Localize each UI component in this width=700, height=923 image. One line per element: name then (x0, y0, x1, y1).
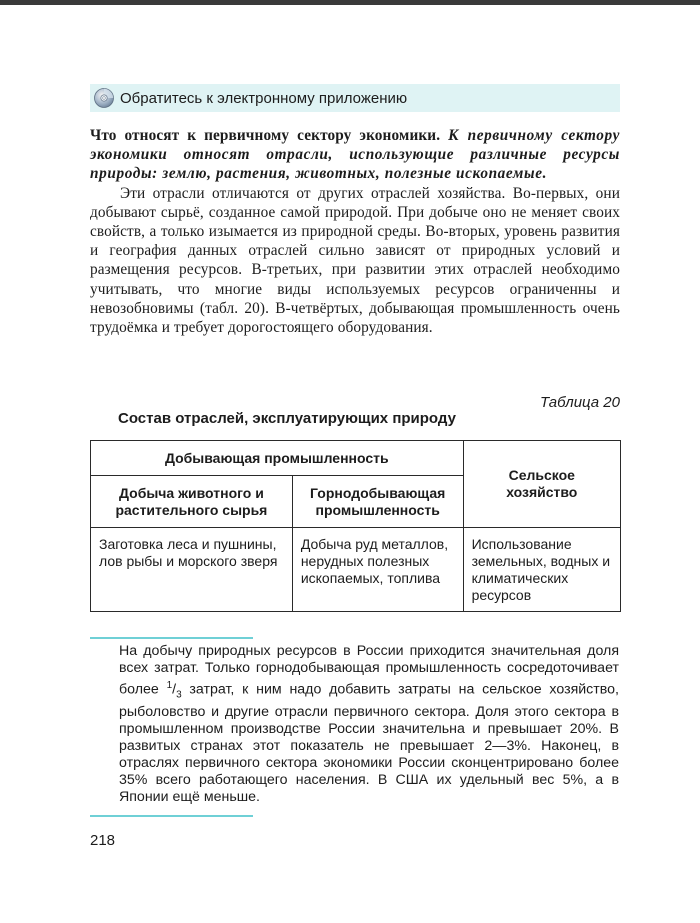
note-bottom-rule (90, 815, 253, 817)
table-cell-agriculture: Использование земельных, водных и климатических ресурсов (463, 528, 620, 612)
note-top-rule (90, 637, 253, 639)
industries-table (90, 440, 621, 612)
cd-disc-icon (94, 88, 114, 108)
table-header-raw-materials: Добыча животного и растительного сырья (91, 476, 293, 528)
fraction-numerator: 1 (166, 680, 173, 692)
fraction-denominator: 3 (176, 689, 182, 701)
table-group-header: Добывающая промышленность (91, 441, 464, 476)
table-title: Состав отраслей, эксплуатирующих природу (118, 410, 456, 427)
lead-definition: К первичному сектору экономики относят отрасли, использующие различные ресурсы природы: землю, растения, животных, полезные ископаемые. (90, 127, 620, 183)
electronic-supplement-banner (90, 84, 620, 112)
lead-heading: Что относят к первичному сектору экономики. (90, 127, 441, 144)
table-header-agriculture: Сельское хозяйство (463, 441, 620, 528)
side-note: На добычу природных ресурсов в России приходится значительная доля всех затрат. Только горнодобывающая промышленность сосредоточивает более $^1/_3$ затрат, к ним надо добавить затраты на сельское хозяйство, рыболовство и другие отрасли первичного сектора. Доля этого сектора в промышленном производстве России значительна и превышает 20%. В развитых странах этот показатель не превышает 2—3%. Наконец, в отраслях первичного сектора экономики России сконцентрировано более 35% всего работающего населения. В США их удельный вес 5%, а в Японии ещё меньше. (119, 643, 619, 806)
page-number: 218 (90, 832, 116, 849)
table-header-mining: Горнодобывающая промышленность (292, 476, 463, 528)
page-top-border (0, 0, 700, 5)
lead-paragraph (90, 126, 620, 184)
body-paragraph: Эти отрасли отличаются от других отраслей хозяйства. Во-первых, они добывают сырьё, созданное самой природой. При добыче оно не меняет своих свойств, а только изымается из природной среды. Во-вторых, уровень развития и география данных отраслей сильно зависят от природных условий и размещения ресурсов. В-третьих, при развитии этих отраслей необходимо учитывать, что многие виды используемых ресурсов ограниченны и невозобновимы (табл. 20). В-четвёртых, добывающая промышленность очень трудоёмка и требует дорогостоящего оборудования. (90, 184, 620, 337)
note-text-part1: На добычу природных ресурсов в России приходится значительная доля всех затрат. Только горнодобывающая промышленность сосредоточивает более (119, 643, 619, 698)
main-text-section (90, 126, 620, 337)
banner-text: Обратитесь к электронному приложению (120, 89, 408, 107)
table-cell-raw-materials: Заготовка леса и пушнины, лов рыбы и морского зверя (91, 528, 293, 612)
note-text-part2: затрат, к ним надо добавить затраты на сельское хозяйство, рыболовство и другие отрасли первичного сектора. Доля этого сектора в промышленном производстве России значительна и превышает 20%. В развитых странах этот показатель не превышает 2—3%. Наконец, в отраслях первичного сектора экономики России сконцентрировано более 35% всего работающего населения. В США их удельный вес 5%, а в Японии ещё меньше. (119, 681, 619, 806)
table-cell-mining: Добыча руд металлов, нерудных полезных ископаемых, топлива (292, 528, 463, 612)
table-caption: Таблица 20 (539, 394, 620, 411)
